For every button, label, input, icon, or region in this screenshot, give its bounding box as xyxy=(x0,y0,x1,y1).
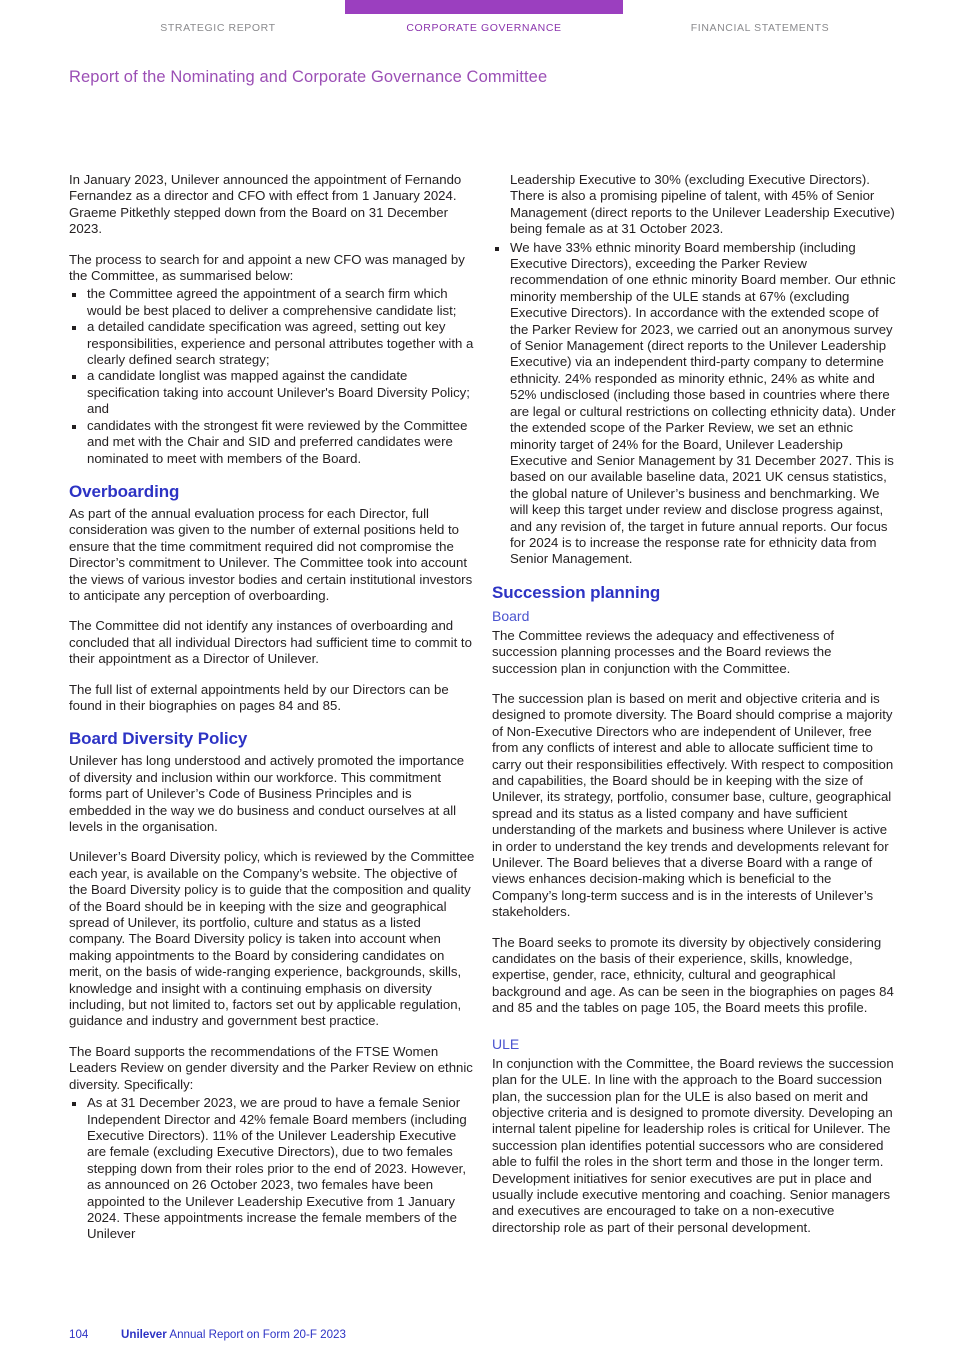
paragraph-overboarding-3: The full list of external appointments held by our Directors can be found in their biographies on pages 84 and 85. xyxy=(69,681,449,713)
paragraph-board-diversity-2: Unilever’s Board Diversity policy, which is reviewed by the Committee each year, is available on the Company’s website. The objective of the Board Diversity policy is to guide that the composition and quality of the Board should be in keeping with the size and geographical spread of Unilever, its portfolio, culture and status as a listed company. The Board Diversity policy is taken into account when making appointments to the Board by considering candidates on merit, on the basis of wide-ranging experience, backgrounds, skills, knowledge and insight with a continuing emphasis on diversity including, but not limited to, factors set out by applicable regulation, guidance and industry and government best practice. xyxy=(69,849,475,1029)
list-ethnic-diversity-stats xyxy=(492,240,898,568)
subsection-heading-board: Board xyxy=(492,607,530,624)
paragraph-cfo-announcement: In January 2023, Unilever announced the appointment of Fernando Fernandez as a director and CFO with effect from 1 January 2024. Graeme Pitkethly stepped down from the Board on 31 December 2023. xyxy=(69,172,462,237)
paragraph-overboarding-1: As part of the annual evaluation process for each Director, full consideration was given to the number of external positions held to ensure that the time commitment required did not compromise the Director’s commitment to Unilever. The Committee took into account the views of various investor bodies and certain institutional investors to anticipate any perception of overboarding. xyxy=(69,505,473,603)
nav-tab-label-financial: FINANCIAL STATEMENTS xyxy=(690,22,830,34)
paragraph-overboarding-2: The Committee did not identify any instances of overboarding and concluded that all individual Directors had sufficient time to commit to their appointment as a Director of Unilever. xyxy=(69,618,472,667)
list-item: We have 33% ethnic minority Board membership (including Executive Directors), exceeding the Parker Review recommendation of one ethnic minority Board member. Our ethnic minority membership of the ULE stands at 67% (excluding Executive Directors). In accordance with the extended scope of the Parker Review for 2023, we carried out an anonymous survey of Senior Management (direct reports to the Unilever Leadership Executive) via an independent third-party company to determine ethnicity. 24% responded as minority ethnic, 24% as white and 52% undisclosed (including those based in countries where there are legal or cultural restrictions on collecting ethnicity data). Under the extended scope of the Parker Review, we set an ethnic minority target of 24% for the Board, Unilever Leadership Executive and Senior Management by 31 December 2027. This is based on our available baseline data, 2021 UK census statistics, the global nature of Unilever’s business and benchmarking. We will keep this target under review and disclose progress against, and any revision of, the target in future annual reports. Our focus for 2024 is to increase the response rate for ethnicity data from Senior Management. xyxy=(492,240,898,568)
section-heading-overboarding: Overboarding xyxy=(69,481,180,501)
top-navigation-bar xyxy=(0,0,968,40)
page-footer xyxy=(69,1328,346,1341)
nav-tab-indicator-corporate xyxy=(345,0,623,14)
subsection-heading-ule: ULE xyxy=(492,1035,520,1052)
paragraph-succession-1: The Committee reviews the adequacy and effectiveness of succession planning processes and the Board reviews the succession plan in conjunction with the Committee. xyxy=(492,627,835,676)
paragraph-succession-3: The Board seeks to promote its diversity by objectively considering candidates on the basis of their experience, skills, knowledge, expertise, gender, race, ethnicity, cultural and geographical background and age. As can be seen in the biographies on pages 84 and 85 and the tables on page 105, the Board meets this profile. xyxy=(492,934,894,1016)
nav-tab-corporate-governance[interactable] xyxy=(345,0,623,34)
paragraph-cfo-search-intro: The process to search for and appoint a new CFO was managed by the Committee, as summarised below: xyxy=(69,251,465,284)
nav-tab-financial-statements[interactable] xyxy=(620,0,900,34)
list-cfo-process xyxy=(69,286,475,466)
list-item: a detailed candidate specification was agreed, setting out key responsibilities, experience and personal attributes together with a clearly defined search strategy; xyxy=(69,319,475,368)
page-title: Report of the Nominating and Corporate Governance Committee xyxy=(69,68,548,86)
list-item: candidates with the strongest fit were reviewed by the Committee and met with the Chair and SID and preferred candidates were nominated to meet with members of the Board. xyxy=(69,418,475,467)
footer-report-title: Annual Report on Form 20-F 2023 xyxy=(166,1328,346,1341)
right-column xyxy=(492,172,898,1250)
list-diversity-stats xyxy=(69,1095,475,1243)
paragraph-board-diversity-1: Unilever has long understood and actively promoted the importance of diversity and inclusion within our workforce. This commitment forms part of Unilever’s Code of Business Principles and is embedded in the way we do business and conduct ourselves at all levels in the organisation. xyxy=(69,753,465,834)
footer-brand-name: Unilever xyxy=(121,1328,167,1341)
list-item: a candidate longlist was mapped against the candidate specification taking into account Unilever's Board Diversity Policy; and xyxy=(69,368,475,417)
nav-tab-strategic-report[interactable] xyxy=(88,0,348,34)
section-heading-board-diversity-policy: Board Diversity Policy xyxy=(69,729,248,749)
paragraph-succession-2: The succession plan is based on merit and objective criteria and is designed to promote diversity. The Board should comprise a majority of Non-Executive Directors who are independent of Unilever, free from any conflicts of interest and able to allocate sufficient time to carry out their responsibilities effectively. With respect to composition and capabilities, the Board should be in keeping with the size of Unilever, its strategy, portfolio, consumer base, culture, geographical spread and its status as a listed company and have sufficient understanding of the markets and business where Unilever is active in order to understand the key trends and developments relevant for Unilever. The Board believes that a diverse Board with a range of views enhances decision-making which is beneficial to the Company’s long-term success and is in the interests of Unilever’s stakeholders. xyxy=(492,690,894,920)
left-column xyxy=(69,172,475,1243)
nav-tab-indicator-strategic xyxy=(88,0,348,14)
list-item: As at 31 December 2023, we are proud to have a female Senior Independent Director and 42% female Board members (including Executive Directors). 11% of the Unilever Leadership Executive are female (excluding Executive Directors), due to two females stepping down from their roles prior to the end of 2023. However, as announced on 26 October 2023, two females have been appointed to the Unilever Leadership Executive from 1 January 2024. These appointments increase the female members of the Unilever xyxy=(69,1095,475,1243)
paragraph-board-diversity-3: The Board supports the recommendations of the FTSE Women Leaders Review on gender diversity and the Parker Review on ethnic diversity. Specifically: xyxy=(69,1043,473,1092)
nav-tab-indicator-financial xyxy=(620,0,900,14)
paragraph-ule-1: In conjunction with the Committee, the Board reviews the succession plan for the ULE. In line with the approach to the Board succession plan, the succession plan for the ULE is also based on merit and objective criteria and is designed to promote diversity. Developing an internal talent pipeline for leadership roles is critical for Unilever. The succession plan identifies potential successors who are considered able to fulfil the roles in the short term and those in the longer term. Development initiatives for senior executives are put in place and usually include executive mentoring and coaching. Senior managers and executives are encouraged to take on a non-executive directorship role as part of their personal development. xyxy=(492,1055,894,1235)
nav-tab-label-strategic: STRATEGIC REPORT xyxy=(160,22,276,34)
paragraph-diversity-stats-continued: Leadership Executive to 30% (excluding Executive Directors). There is also a promising pipeline of talent, with 45% of Senior Management (direct reports to the Unilever Leadership Executive) being female as at 31 October 2023. xyxy=(510,172,895,237)
nav-tab-label-corporate: CORPORATE GOVERNANCE xyxy=(406,22,562,34)
footer-page-number: 104 xyxy=(69,1328,89,1341)
section-heading-succession-planning: Succession planning xyxy=(492,582,661,602)
list-item: the Committee agreed the appointment of a search firm which would be best placed to deliver a comprehensive candidate list; xyxy=(69,286,475,319)
